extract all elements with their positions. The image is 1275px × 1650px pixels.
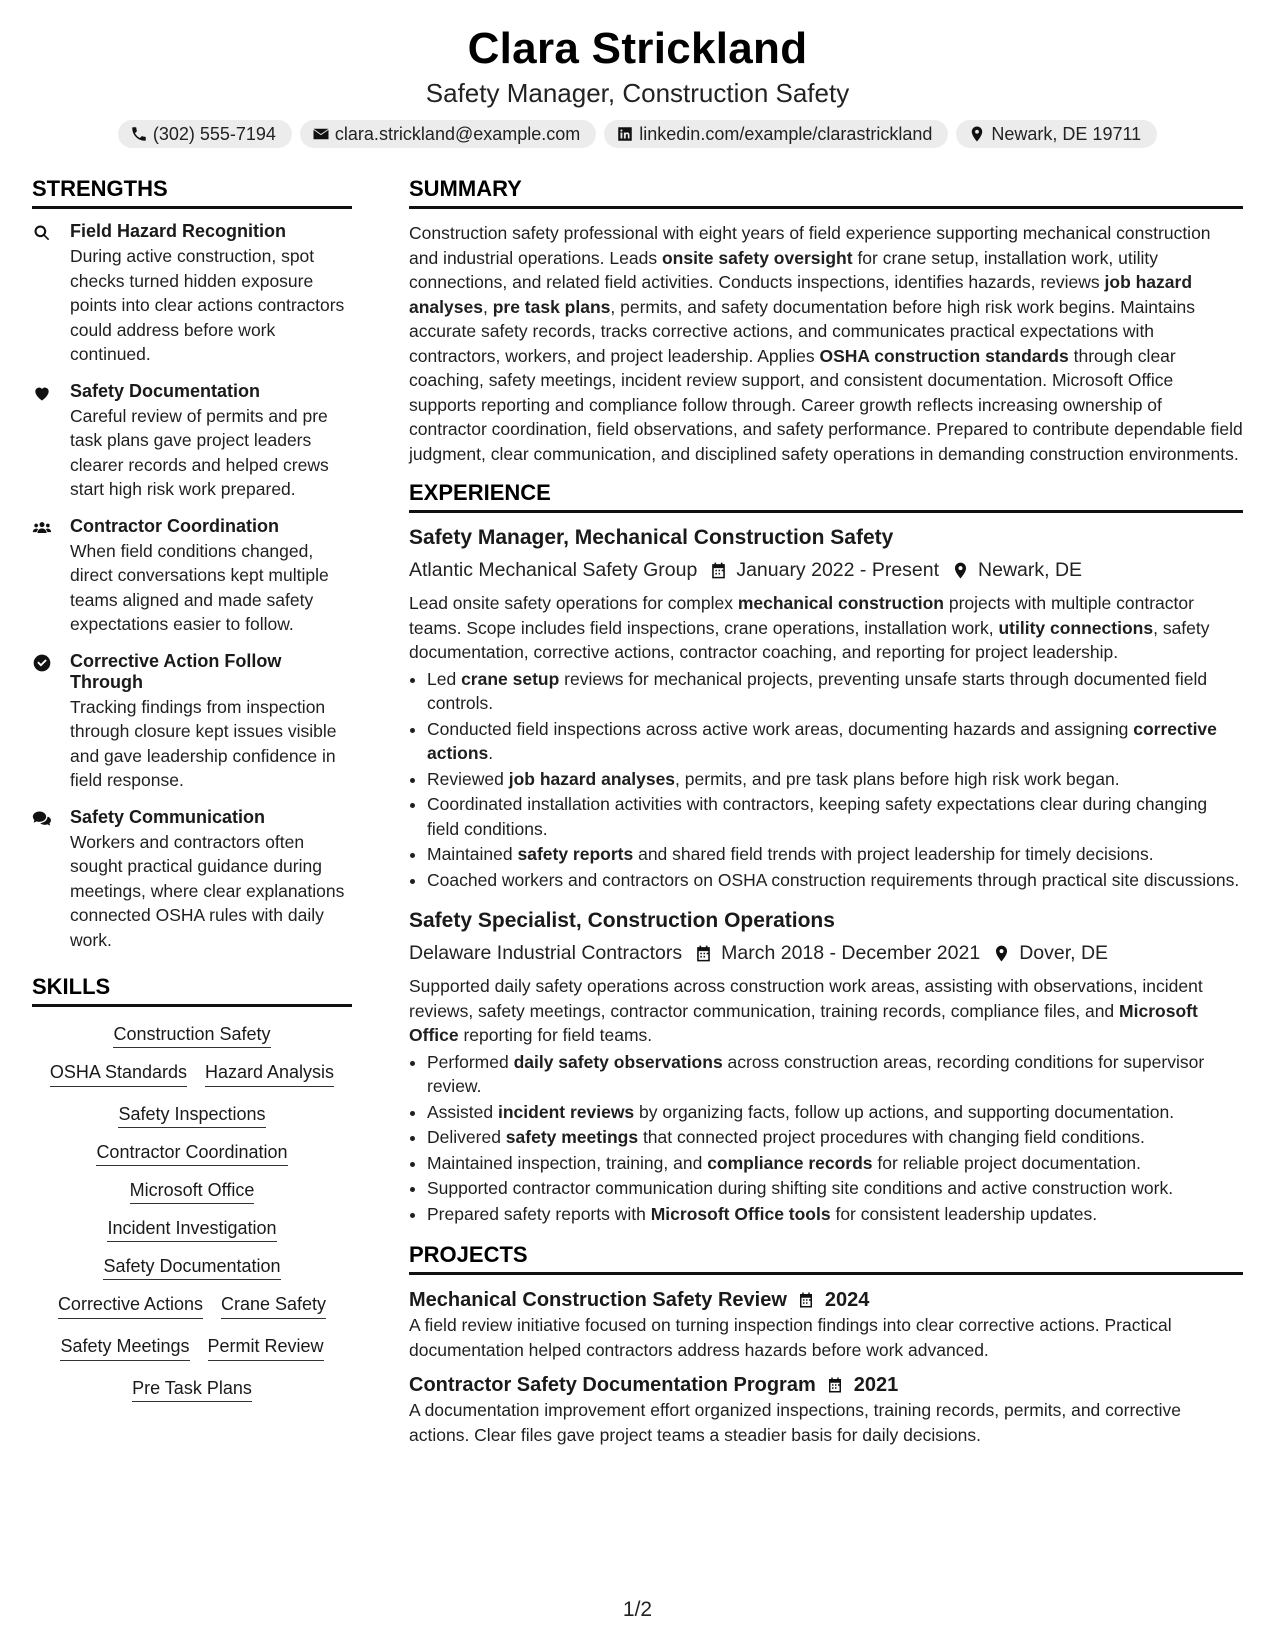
skills-heading: SKILLS: [32, 974, 352, 1007]
job-bullet: • Performed daily safety observations across construction areas, recording conditions for supervisor review.: [427, 1050, 1243, 1099]
contact-phone[interactable]: [118, 120, 292, 148]
job-bullet: • Supported contractor communication during shifting site conditions and active construction work.: [427, 1176, 1243, 1201]
skill-tag: Safety Inspections: [118, 1104, 265, 1128]
strengths-heading: STRENGTHS: [32, 176, 352, 209]
skills-list: [32, 1019, 352, 1399]
calendar-icon: [826, 1376, 844, 1394]
heart-icon: [32, 383, 52, 403]
strength-title: Safety Documentation: [70, 380, 261, 401]
strength-item: [32, 807, 352, 953]
strength-item: [32, 516, 352, 637]
job-bullet: • Reviewed job hazard analyses, permits, and pre task plans before high risk work began.: [427, 767, 1243, 792]
job-bullet: • Prepared safety reports with Microsoft Office tools for consistent leadership updates.: [427, 1202, 1243, 1227]
strength-title: Contractor Coordination: [70, 515, 279, 536]
skill-tag: Microsoft Office: [130, 1180, 255, 1204]
skill-tag: Construction Safety: [113, 1024, 270, 1048]
project-description: A field review initiative focused on turning inspection findings into clear corrective actions. Practical documentation helped contractors address hazards before work advanced.: [409, 1315, 1172, 1360]
strength-item: [32, 651, 352, 793]
contact-linkedin-text: linkedin.com/example/clarastrickland: [639, 124, 933, 144]
strength-desc: Workers and contractors often sought practical guidance during meetings, where clear explanations connected OSHA rules with daily work.: [70, 831, 345, 950]
job-bullet: • Coached workers and contractors on OSHA construction requirements through practical site discussions.: [427, 868, 1243, 893]
job-bullet: • Coordinated installation activities with contractors, keeping safety expectations clear during changing field conditions.: [427, 792, 1243, 841]
job-bullets: [409, 1050, 1243, 1227]
job-title: Safety Specialist, Construction Operations: [409, 909, 835, 932]
strength-title: Safety Communication: [70, 806, 266, 827]
page-number: 1/2: [622, 1598, 653, 1621]
calendar-icon: [694, 944, 713, 963]
job-entry: [409, 525, 1243, 892]
job-bullet: • Maintained safety reports and shared field trends with project leadership for timely decisions.: [427, 842, 1243, 867]
calendar-icon: [709, 561, 728, 580]
envelope-icon: [312, 125, 330, 143]
job-bullets: [409, 667, 1243, 893]
calendar-icon: [797, 1291, 815, 1309]
job-meta: [409, 557, 1243, 583]
left-column: [32, 176, 352, 1457]
skill-tag: Safety Meetings: [60, 1335, 189, 1361]
contact-phone-text: (302) 555-7194: [152, 124, 276, 144]
project-header: [409, 1287, 1243, 1313]
projects-heading: PROJECTS: [409, 1242, 1243, 1275]
job-dates: March 2018 - December 2021: [721, 942, 981, 964]
project-year: 2021: [853, 1374, 899, 1396]
job-bullet: • Delivered safety meetings that connected project procedures with changing field conditions.: [427, 1125, 1243, 1150]
summary-heading: SUMMARY: [409, 176, 1243, 209]
project-title: Contractor Safety Documentation Program: [409, 1374, 816, 1396]
skill-tag: Incident Investigation: [107, 1218, 276, 1242]
job-bullet: • Conducted field inspections across active work areas, documenting hazards and assigning corrective actions.: [427, 717, 1243, 766]
contact-email-text: clara.strickland@example.com: [334, 124, 581, 144]
project-year: 2024: [824, 1289, 870, 1311]
project-title: Mechanical Construction Safety Review: [409, 1289, 787, 1311]
skill-tag: Corrective Actions: [58, 1293, 203, 1319]
strength-title: Field Hazard Recognition: [70, 221, 287, 241]
job-entry: [409, 908, 1243, 1226]
magnifier-icon: [32, 223, 52, 243]
job-company: Atlantic Mechanical Safety Group: [409, 559, 698, 581]
job-dates: January 2022 - Present: [736, 559, 940, 581]
contact-location-text: Newark, DE 19711: [991, 124, 1142, 144]
contact-linkedin[interactable]: [604, 120, 948, 148]
skill-tag: Hazard Analysis: [205, 1061, 334, 1087]
strength-title: Corrective Action Follow Through: [70, 650, 282, 692]
job-location: Newark, DE: [978, 559, 1083, 581]
resume-body: [32, 176, 1243, 1457]
candidate-name: Clara Strickland: [467, 24, 808, 73]
skill-tag: OSHA Standards: [50, 1061, 187, 1087]
project-entry: [409, 1372, 1243, 1447]
job-company: Delaware Industrial Contractors: [409, 942, 683, 964]
strength-desc: When field conditions changed, direct conversations kept multiple teams aligned and made safety expectations easier to follow.: [70, 540, 329, 634]
comments-icon: [32, 809, 52, 829]
job-title: Safety Manager, Mechanical Construction Safety: [409, 526, 894, 549]
strength-desc: Careful review of permits and pre task plans gave project leaders clearer records and helped crews start high risk work prepared.: [70, 405, 329, 499]
strength-item: [32, 221, 352, 367]
strength-item: [32, 381, 352, 502]
strength-desc: During active construction, spot checks turned hidden exposure points into clear actions contractors could address before work continued.: [70, 246, 345, 364]
map-pin-icon: [968, 125, 986, 143]
project-description: A documentation improvement effort organized inspections, training records, permits, and corrective actions. Clear files gave project teams a steadier basis for daily decisions.: [409, 1400, 1182, 1445]
contact-location: [956, 120, 1157, 148]
job-bullet: • Maintained inspection, training, and compliance records for reliable project documentation.: [427, 1151, 1243, 1176]
check-circle-icon: [32, 653, 52, 673]
project-entry: [409, 1287, 1243, 1362]
map-pin-icon: [951, 561, 970, 580]
map-pin-icon: [992, 944, 1011, 963]
skill-tag: Contractor Coordination: [96, 1142, 287, 1166]
job-meta: [409, 940, 1243, 966]
contact-email[interactable]: [300, 120, 596, 148]
job-bullet: • Led crane setup reviews for mechanical projects, preventing unsafe starts through documented field controls.: [427, 667, 1243, 716]
project-header: [409, 1372, 1243, 1398]
summary-text: Construction safety professional with eight years of field experience supporting mechanical construction and industrial operations. Leads onsite safety oversight for crane setup, installation work, utility connections, and related field activities. Conducts inspections, identifies hazards, reviews job hazard analyses, pre task plans, permits, and safety documentation before high risk work begins. Maintains accurate safety records, tracks corrective actions, and communicates practical expectations with contractors, workers, and project leadership. Applies OSHA construction standards through clear coaching, safety meetings, incident review support, and consistent documentation. Microsoft Office supports reporting and compliance follow through. Career growth reflects increasing ownership of contractor coordination, field observations, and safety performance. Prepared to contribute dependable field judgment, clear communication, and disciplined safety operations in demanding construction environments.: [409, 223, 1243, 464]
skill-tag: Permit Review: [208, 1335, 324, 1361]
linkedin-icon: [616, 125, 634, 143]
job-description: Lead onsite safety operations for complex mechanical construction projects with multiple contractor teams. Scope includes field inspections, crane operations, installation work, utility connections, safety documentation, corrective actions, contractor coaching, and reporting for project leadership.: [409, 593, 1210, 662]
contact-bar: [0, 120, 1275, 148]
candidate-title: Safety Manager, Construction Safety: [425, 78, 850, 108]
job-bullet: • Assisted incident reviews by organizing facts, follow up actions, and supporting documentation.: [427, 1100, 1243, 1125]
experience-heading: EXPERIENCE: [409, 480, 1243, 513]
job-location: Dover, DE: [1019, 942, 1109, 964]
resume-header: [0, 0, 1275, 148]
skill-tag: Pre Task Plans: [132, 1378, 252, 1402]
users-icon: [32, 518, 52, 538]
strength-desc: Tracking findings from inspection through closure kept issues visible and gave leadership confidence in field response.: [70, 696, 337, 790]
phone-icon: [130, 125, 148, 143]
skill-tag: Crane Safety: [221, 1293, 326, 1319]
skill-tag: Safety Documentation: [103, 1256, 280, 1280]
right-column: [409, 176, 1243, 1457]
job-description: Supported daily safety operations across construction work areas, assisting with observations, incident reviews, safety meetings, contractor communication, training records, compliance files, and Microsoft Office reporting for field teams.: [409, 976, 1203, 1045]
